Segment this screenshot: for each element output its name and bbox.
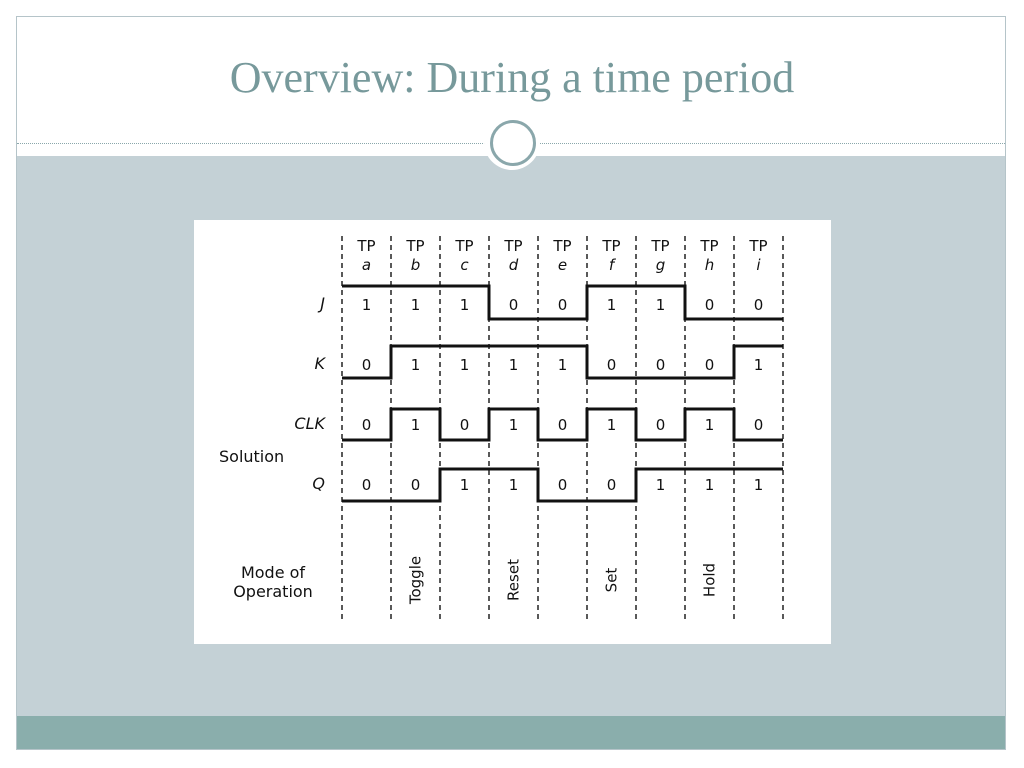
- signal-name-q: Q: [312, 474, 325, 493]
- tp-header-letter: e: [557, 256, 568, 274]
- tp-header-letter: d: [508, 256, 519, 274]
- signal-value: 0: [655, 416, 666, 434]
- tp-header-label: TP: [602, 237, 621, 255]
- signal-value: 0: [361, 476, 372, 494]
- signal-value: 1: [459, 476, 470, 494]
- signal-value: 1: [655, 476, 666, 494]
- tp-header-letter: i: [756, 256, 761, 274]
- signal-name-clk: CLK: [294, 414, 325, 433]
- signal-value: 1: [410, 416, 421, 434]
- signal-value: 1: [508, 416, 519, 434]
- signal-value: 1: [753, 476, 764, 494]
- signal-value: 1: [753, 356, 764, 374]
- signal-value: 1: [459, 356, 470, 374]
- signal-value: 1: [606, 296, 617, 314]
- signal-value: 0: [459, 416, 470, 434]
- tp-header-letter: b: [410, 256, 421, 274]
- timing-diagram-panel: [194, 220, 831, 644]
- signal-value: 1: [704, 476, 715, 494]
- signal-value: 1: [361, 296, 372, 314]
- signal-value: 1: [508, 356, 519, 374]
- tp-header-label: TP: [651, 237, 670, 255]
- circle-ornament-icon: [484, 114, 540, 170]
- signal-value: 0: [606, 476, 617, 494]
- mode-toggle-label: Toggle: [406, 555, 425, 605]
- signal-value: 1: [459, 296, 470, 314]
- tp-header-letter: h: [704, 256, 715, 274]
- signal-value: 0: [655, 356, 666, 374]
- tp-header-label: TP: [700, 237, 719, 255]
- signal-value: 1: [557, 356, 568, 374]
- signal-value: 0: [557, 476, 568, 494]
- signal-value: 0: [361, 356, 372, 374]
- signal-value: 0: [508, 296, 519, 314]
- signal-value: 0: [410, 476, 421, 494]
- signal-value: 0: [753, 296, 764, 314]
- tp-header-label: TP: [357, 237, 376, 255]
- signal-value: 1: [508, 476, 519, 494]
- jk-timing-diagram: [194, 220, 831, 644]
- tp-header-label: TP: [406, 237, 425, 255]
- mode-reset-label: Reset: [504, 559, 523, 601]
- slide-title: Overview: During a time period: [229, 53, 795, 102]
- tp-header-label: TP: [504, 237, 523, 255]
- solution-label: Solution: [219, 447, 285, 466]
- mode-hold-label: Hold: [700, 562, 719, 598]
- signal-value: 1: [606, 416, 617, 434]
- signal-value: 0: [704, 356, 715, 374]
- tp-header-letter: c: [460, 256, 469, 274]
- mode-label-line2: Operation: [233, 582, 313, 601]
- tp-header-letter: g: [655, 256, 666, 274]
- tp-header-label: TP: [553, 237, 572, 255]
- signal-value: 0: [557, 416, 568, 434]
- tp-header-label: TP: [749, 237, 768, 255]
- tp-header-letter: f: [608, 256, 615, 274]
- footer-bar: [17, 716, 1005, 749]
- signal-value: 1: [655, 296, 666, 314]
- mode-label-line1: Mode of: [240, 563, 306, 582]
- signal-name-k: K: [314, 354, 325, 373]
- tp-header-label: TP: [455, 237, 474, 255]
- mode-set-label: Set: [602, 567, 621, 593]
- signal-value: 0: [606, 356, 617, 374]
- signal-value: 0: [557, 296, 568, 314]
- signal-value: 0: [361, 416, 372, 434]
- signal-value: 0: [753, 416, 764, 434]
- tp-header-letter: a: [361, 256, 372, 274]
- signal-value: 1: [410, 356, 421, 374]
- signal-value: 0: [704, 296, 715, 314]
- signal-value: 1: [410, 296, 421, 314]
- signal-value: 1: [704, 416, 715, 434]
- signal-name-j: J: [320, 294, 325, 313]
